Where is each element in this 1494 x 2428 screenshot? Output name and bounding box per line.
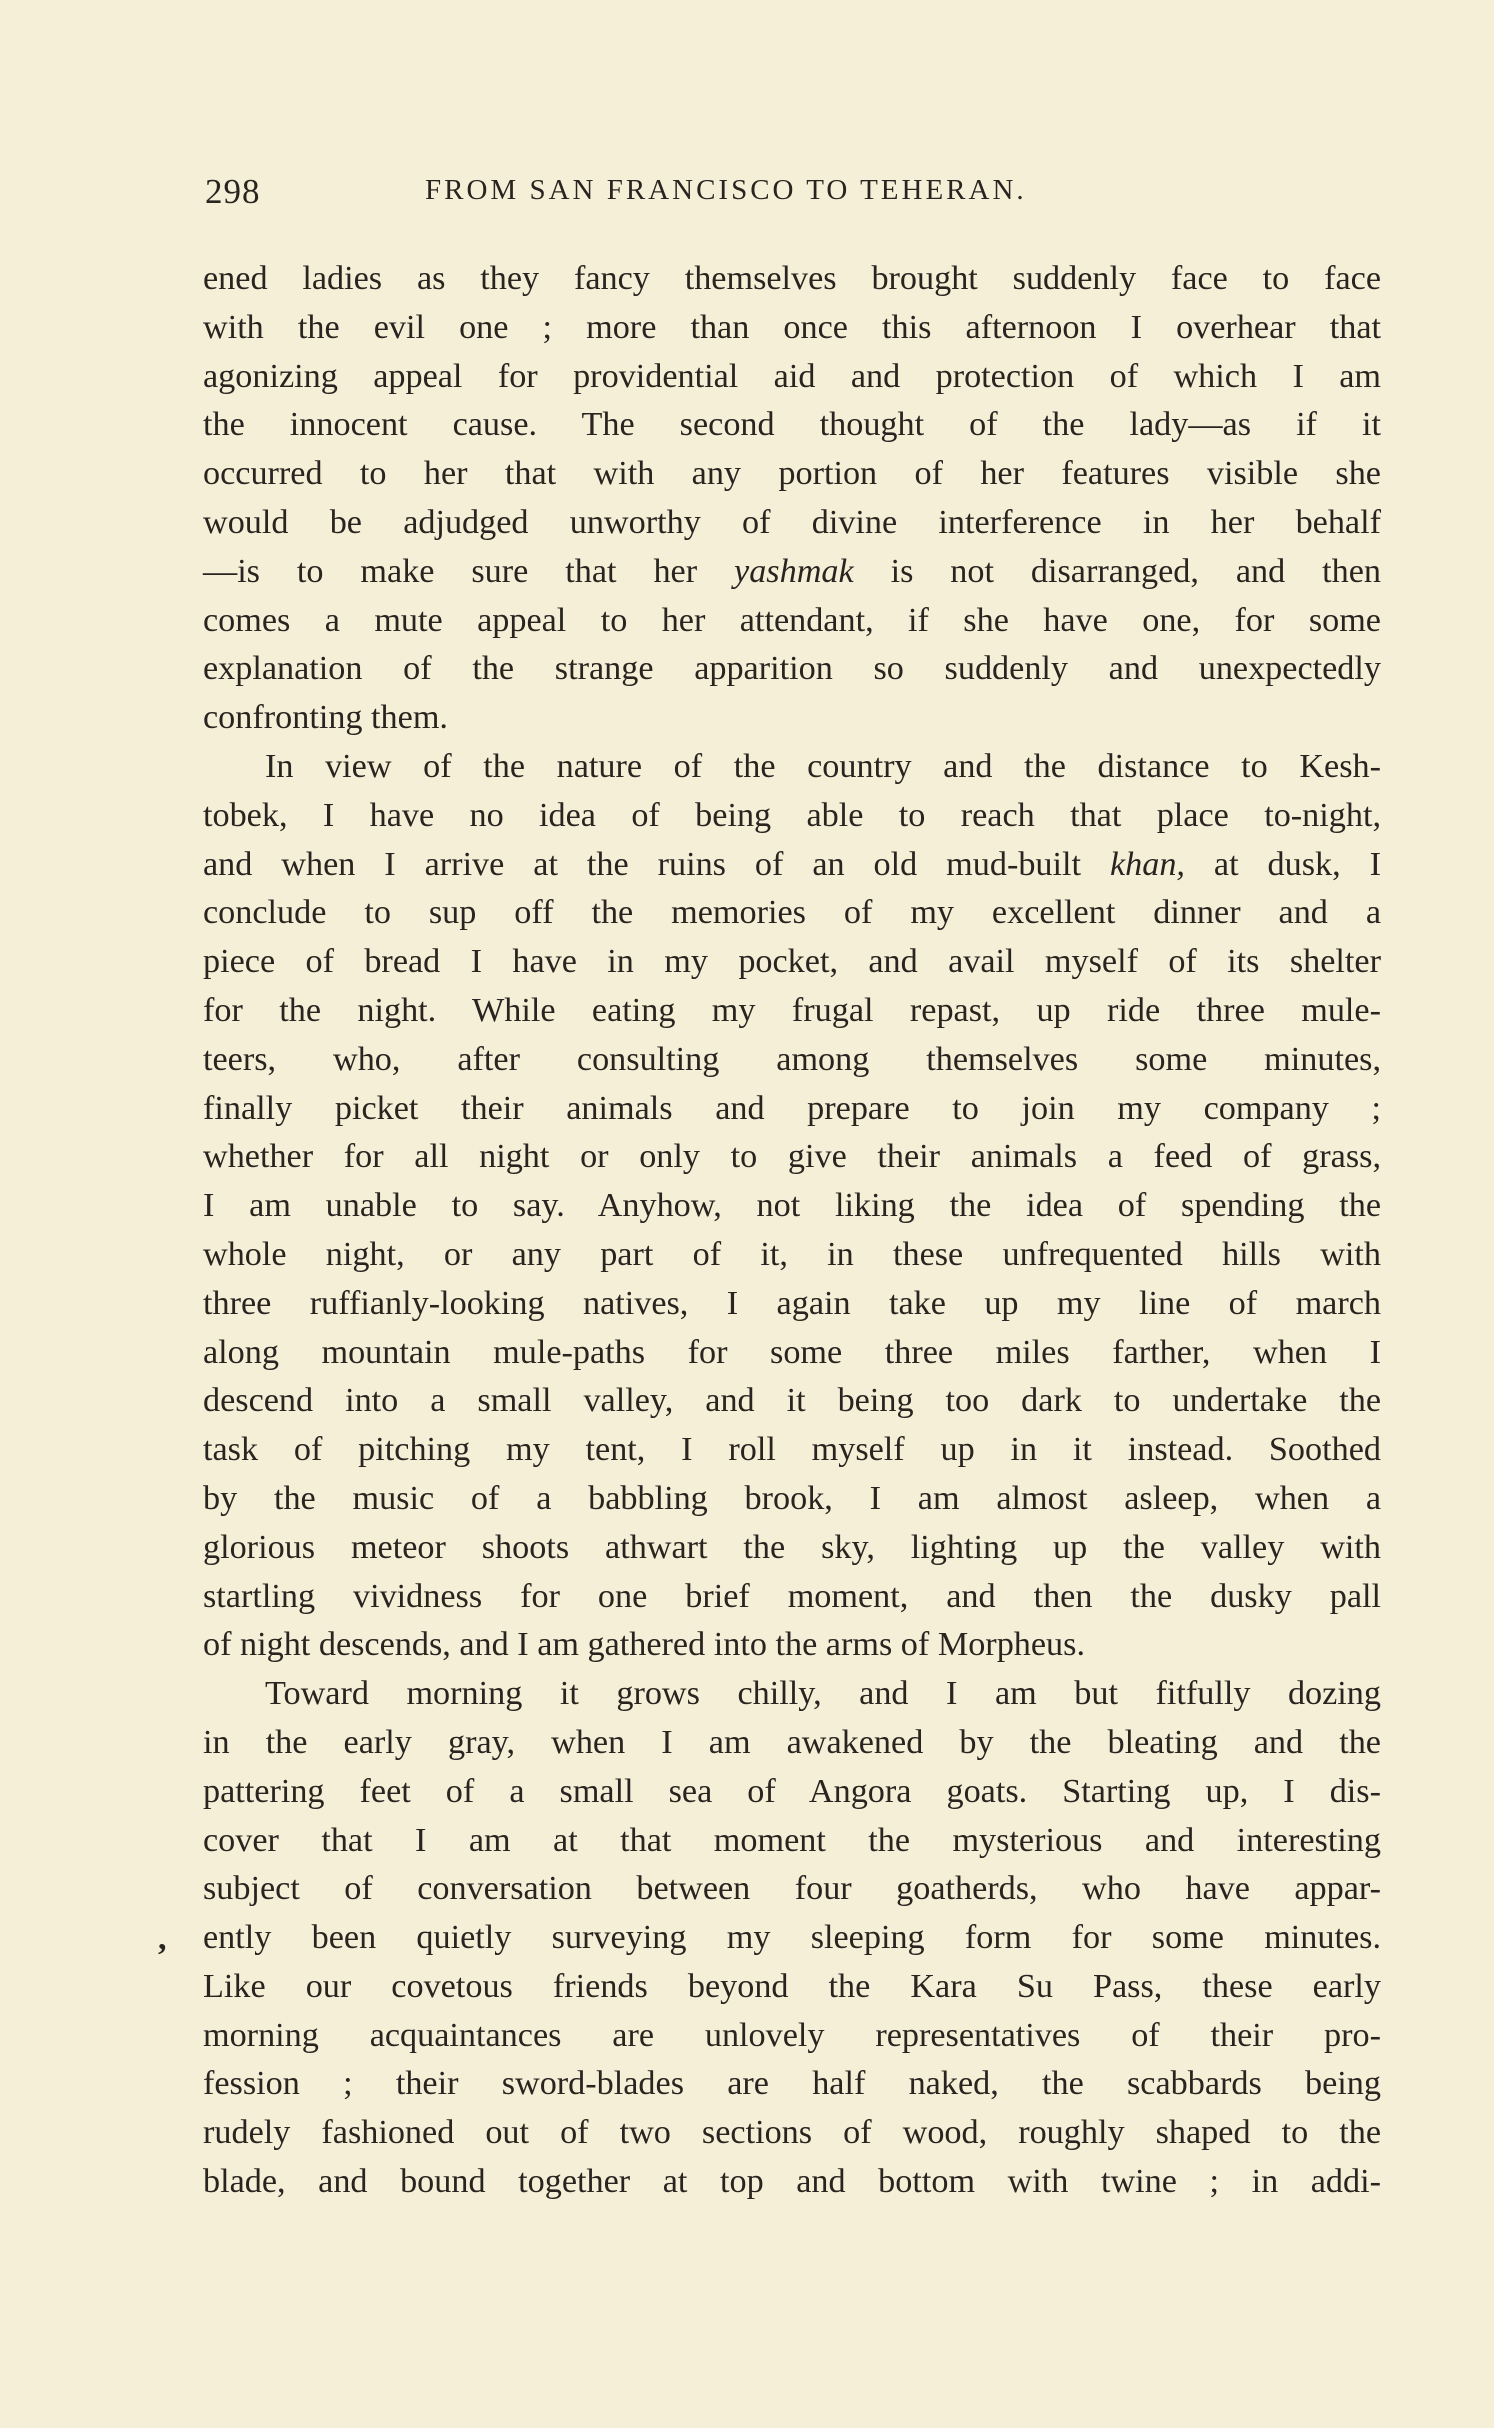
- paragraph-start-line: Toward morning it grows chilly, and I am but fitfully dozing: [265, 1675, 1381, 1713]
- page-number: 298: [205, 172, 261, 211]
- paragraph-end-line: confronting them.: [203, 699, 448, 737]
- text-line: fession ; their sword-blades are half naked, the scabbards being: [203, 2065, 1381, 2103]
- text-line: [203, 548, 1381, 597]
- text-line: Like our covetous friends beyond the Kara Su Pass, these early: [203, 1967, 1381, 2005]
- text-line: whole night, or any part of it, in these unfrequented hills with: [203, 1235, 1381, 1273]
- text-line: conclude to sup off the memories of my excellent dinner and a: [203, 894, 1381, 932]
- text-line: [203, 841, 1381, 890]
- text-line: three ruffianly-looking natives, I again take up my line of march: [203, 1284, 1381, 1322]
- text-line: glorious meteor shoots athwart the sky, lighting up the valley with: [203, 1528, 1381, 1566]
- text-line: task of pitching my tent, I roll myself up in it instead. Soothed: [203, 1431, 1381, 1469]
- text-line: cover that I am at that moment the mysterious and interesting: [203, 1821, 1381, 1859]
- text-line: morning acquaintances are unlovely representatives of their pro-: [203, 2016, 1381, 2054]
- text-line: finally picket their animals and prepare to join my company ;: [203, 1089, 1381, 1127]
- text-line: ened ladies as they fancy themselves brought suddenly face to face: [203, 260, 1381, 297]
- text-line: startling vividness for one brief moment, and then the dusky pall: [203, 1577, 1381, 1615]
- text-line: by the music of a babbling brook, I am almost asleep, when a: [203, 1479, 1381, 1517]
- text-segment: is not disarranged, and then: [853, 552, 1381, 590]
- text-line: descend into a small valley, and it being too dark to undertake the: [203, 1382, 1381, 1420]
- text-line: I am unable to say. Anyhow, not liking the idea of spending the: [203, 1187, 1381, 1225]
- text-line: tobek, I have no idea of being able to reach that place to-night,: [203, 796, 1381, 834]
- text-line: pattering feet of a small sea of Angora goats. Starting up, I dis-: [203, 1772, 1381, 1810]
- text-segment: and when I arrive at the ruins of an old mud-built: [203, 845, 1110, 883]
- text-line: for the night. While eating my frugal repast, up ride three mule-: [203, 991, 1381, 1029]
- paragraph-start-line: In view of the nature of the country and the distance to Kesh-: [265, 747, 1381, 785]
- text-line: in the early gray, when I am awakened by the bleating and the: [203, 1723, 1381, 1761]
- paragraph-end-line: of night descends, and I am gathered into the arms of Morpheus.: [203, 1626, 1085, 1664]
- text-line: blade, and bound together at top and bottom with twine ; in addi-: [203, 2163, 1381, 2201]
- text-line: would be adjudged unworthy of divine interference in her behalf: [203, 503, 1381, 541]
- text-line: with the evil one ; more than once this afternoon I overhear that: [203, 308, 1381, 346]
- text-line: the innocent cause. The second thought of the lady—as if it: [203, 406, 1381, 444]
- italic-word: khan,: [1109, 845, 1185, 883]
- text-segment: —is to make sure that her: [203, 552, 735, 590]
- text-line: whether for all night or only to give their animals a feed of grass,: [203, 1138, 1381, 1176]
- page-header: [205, 172, 1385, 222]
- text-line: ently been quietly surveying my sleeping form for some minutes.: [203, 1919, 1381, 1957]
- text-line: teers, who, after consulting among themselves some minutes,: [203, 1040, 1381, 1078]
- running-head: FROM SAN FRANCISCO TO TEHERAN.: [425, 174, 1027, 206]
- text-line: rudely fashioned out of two sections of wood, roughly shaped to the: [203, 2114, 1381, 2152]
- text-line: comes a mute appeal to her attendant, if she have one, for some: [203, 601, 1381, 639]
- margin-mark: ,: [158, 1920, 167, 1957]
- body-text: [203, 255, 1381, 2207]
- text-line: occurred to her that with any portion of her features visible she: [203, 455, 1381, 493]
- text-line: agonizing appeal for providential aid and protection of which I am: [203, 357, 1381, 395]
- text-line: piece of bread I have in my pocket, and avail myself of its shelter: [203, 943, 1381, 981]
- text-line: subject of conversation between four goatherds, who have appar-: [203, 1870, 1381, 1908]
- text-line: along mountain mule-paths for some three miles farther, when I: [203, 1333, 1381, 1371]
- text-segment: at dusk, I: [1184, 845, 1381, 883]
- italic-word: yashmak: [734, 552, 854, 590]
- text-line: explanation of the strange apparition so suddenly and unexpectedly: [203, 650, 1381, 688]
